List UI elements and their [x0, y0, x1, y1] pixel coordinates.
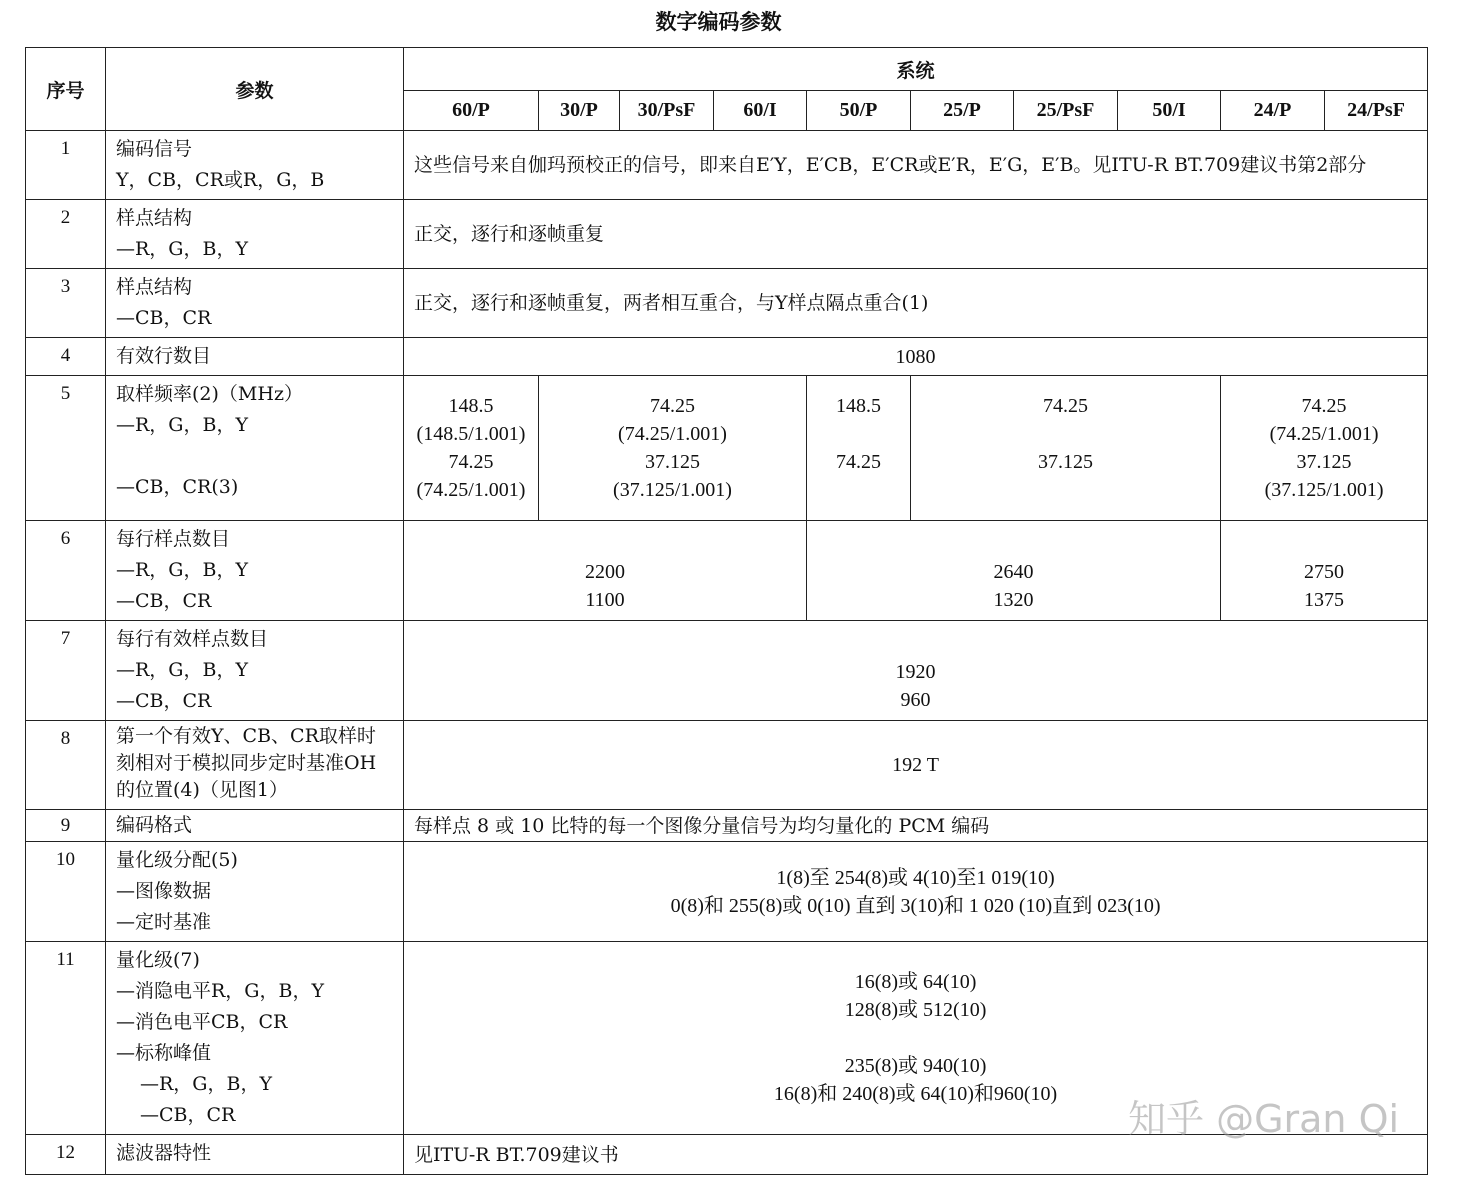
- value-group: [404, 521, 807, 621]
- row-number: 8: [26, 721, 106, 810]
- value-group: [1221, 376, 1428, 521]
- param-line: 样点结构: [116, 207, 193, 229]
- value-cell: 正交，逐行和逐帧重复: [404, 200, 1428, 269]
- value-cell: 每样点 8 或 10 比特的每一个图像分量信号为均匀量化的 PCM 编码: [404, 810, 1428, 842]
- value-line: 235(8)或 940(10): [844, 1055, 987, 1077]
- value-group: [807, 521, 1221, 621]
- table-row: [26, 621, 1428, 721]
- param-cell: [106, 376, 404, 521]
- value-group: [404, 376, 539, 521]
- header-no: 序号: [26, 48, 106, 131]
- value-line: (148.5/1.001): [416, 423, 526, 445]
- param-cell: [106, 338, 404, 376]
- table-row: [26, 521, 1428, 621]
- system-col: 30/P: [539, 91, 620, 131]
- value-line: 128(8)或 512(10): [844, 999, 987, 1021]
- param-line: 量化级分配(5): [116, 849, 238, 871]
- param-line: 刻相对于模拟同步定时基准OH: [116, 752, 377, 774]
- table-row: [26, 200, 1428, 269]
- value-group: [1221, 521, 1428, 621]
- row-number: 5: [26, 376, 106, 521]
- value-line: 960: [900, 688, 931, 711]
- param-cell: [106, 942, 404, 1135]
- watermark: 知乎 @Gran Qi: [1128, 1097, 1400, 1141]
- value-line: 74.25: [1043, 395, 1088, 417]
- row-number: 12: [26, 1135, 106, 1175]
- table-row: [26, 131, 1428, 200]
- value-line: 37.125: [1296, 451, 1352, 473]
- param-cell: [106, 269, 404, 338]
- param-line: 取样频率(2)（MHz）: [116, 383, 303, 405]
- parameters-table: [25, 47, 1428, 1175]
- value-line: 1320: [993, 588, 1034, 611]
- param-line: —标称峰值: [116, 1042, 212, 1064]
- table-row: [26, 721, 1428, 810]
- value-line: (37.125/1.001): [1264, 479, 1384, 501]
- spacer: [911, 420, 1220, 448]
- param-line: —R，G，B，Y: [116, 414, 248, 436]
- table-row: [26, 376, 1428, 521]
- param-cell: [106, 621, 404, 721]
- param-cell: [106, 842, 404, 942]
- param-line: 样点结构: [116, 276, 193, 298]
- param-line: —R，G，B，Y: [116, 659, 248, 681]
- spacer: [807, 420, 910, 448]
- value-line: (74.25/1.001): [618, 423, 727, 445]
- param-line: Y，CB，CR或R，G，B: [116, 169, 325, 191]
- value-group: [404, 621, 1428, 721]
- param-line: —CB，CR: [116, 690, 212, 712]
- value-cell: 192 T: [404, 721, 1428, 810]
- param-line: 编码信号: [116, 138, 193, 160]
- param-line: —CB，CR: [140, 1104, 236, 1126]
- system-col: 50/I: [1118, 91, 1221, 131]
- param-line: 量化级(7): [116, 949, 200, 971]
- value-line: 2640: [993, 560, 1034, 583]
- table-row: [26, 810, 1428, 842]
- row-number: 2: [26, 200, 106, 269]
- value-group: [404, 842, 1428, 942]
- table-row: [26, 269, 1428, 338]
- value-line: 1375: [1304, 588, 1345, 611]
- spacer: [404, 1024, 1427, 1052]
- param-line: 有效行数目: [116, 345, 212, 367]
- row-number: 1: [26, 131, 106, 200]
- param-cell: [106, 810, 404, 842]
- system-col: 25/PsF: [1014, 91, 1118, 131]
- param-line: 滤波器特性: [116, 1142, 212, 1164]
- value-line: (37.125/1.001): [613, 479, 732, 501]
- param-line: 第一个有效Y、CB、CR取样时: [116, 725, 376, 747]
- value-group: [911, 376, 1221, 521]
- param-line: —定时基准: [116, 911, 212, 933]
- row-number: 9: [26, 810, 106, 842]
- system-col: 60/P: [404, 91, 539, 131]
- value-line: 37.125: [1038, 451, 1093, 473]
- value-line: 148.5: [448, 395, 494, 417]
- value-cell: 见ITU-R BT.709建议书: [404, 1135, 1428, 1175]
- value-line: 74.25: [650, 395, 695, 417]
- value-group: [539, 376, 807, 521]
- value-line: 16(8)和 240(8)或 64(10)和960(10): [773, 1083, 1058, 1105]
- value-line: 1920: [895, 660, 936, 683]
- param-line: —图像数据: [116, 880, 212, 902]
- value-line: 74.25: [836, 451, 881, 473]
- param-line: —CB，CR: [116, 590, 212, 612]
- param-line: —CB，CR: [116, 307, 212, 329]
- header-param: 参数: [106, 48, 404, 131]
- header-system: 系统: [404, 48, 1428, 91]
- system-col: 50/P: [807, 91, 911, 131]
- param-line: —消色电平CB，CR: [116, 1011, 288, 1033]
- value-group: [807, 376, 911, 521]
- param-cell: [106, 521, 404, 621]
- param-cell: [106, 1135, 404, 1175]
- value-line: 0(8)和 255(8)或 0(10) 直到 3(10)和 1 020 (10)直到 023(10): [670, 894, 1161, 917]
- system-col: 25/P: [911, 91, 1014, 131]
- row-number: 7: [26, 621, 106, 721]
- value-cell: 这些信号来自伽玛预校正的信号，即来自E′Y，E′CB，E′CR或E′R，E′G，E′B。见ITU-R BT.709建议书第2部分: [404, 131, 1428, 200]
- system-col: 24/P: [1221, 91, 1325, 131]
- param-line: 的位置(4)（见图1）: [116, 779, 289, 801]
- value-line: 148.5: [836, 395, 881, 417]
- value-cell: 正交，逐行和逐帧重复，两者相互重合，与Y样点隔点重合(1): [404, 269, 1428, 338]
- param-line: —消隐电平R，G，B，Y: [116, 980, 324, 1002]
- value-line: 74.25: [1301, 395, 1347, 417]
- value-line: 16(8)或 64(10): [854, 971, 977, 993]
- param-line: [116, 441, 393, 472]
- page-title: 数字编码参数: [655, 10, 782, 34]
- param-line: —R，G，B，Y: [140, 1073, 272, 1095]
- value-line: 2750: [1304, 560, 1345, 583]
- system-col: 60/I: [714, 91, 807, 131]
- row-number: 4: [26, 338, 106, 376]
- param-cell: [106, 721, 404, 810]
- param-cell: [106, 131, 404, 200]
- row-number: 6: [26, 521, 106, 621]
- spacer: [911, 476, 1220, 504]
- value-line: 2200: [585, 560, 625, 583]
- row-number: 11: [26, 942, 106, 1135]
- value-line: 1(8)至 254(8)或 4(10)至1 019(10): [776, 866, 1055, 889]
- row-number: 3: [26, 269, 106, 338]
- table-row: [26, 338, 1428, 376]
- value-cell: 1080: [404, 338, 1428, 376]
- value-line: 74.25: [448, 451, 494, 473]
- value-line: (74.25/1.001): [1269, 423, 1379, 445]
- system-col: 24/PsF: [1325, 91, 1428, 131]
- value-line: 37.125: [645, 451, 700, 473]
- param-line: 每行样点数目: [116, 528, 231, 550]
- value-line: (74.25/1.001): [416, 479, 526, 501]
- param-line: 每行有效样点数目: [116, 628, 269, 650]
- param-cell: [106, 200, 404, 269]
- param-line: 编码格式: [116, 814, 193, 836]
- table-row: [26, 842, 1428, 942]
- value-line: 1100: [585, 588, 625, 611]
- param-line: —R，G，B，Y: [116, 559, 248, 581]
- spacer: [807, 476, 910, 504]
- system-col: 30/PsF: [620, 91, 714, 131]
- row-number: 10: [26, 842, 106, 942]
- param-line: —R，G，B，Y: [116, 238, 248, 260]
- param-line: —CB，CR(3): [116, 476, 239, 498]
- header-row: [26, 48, 1428, 91]
